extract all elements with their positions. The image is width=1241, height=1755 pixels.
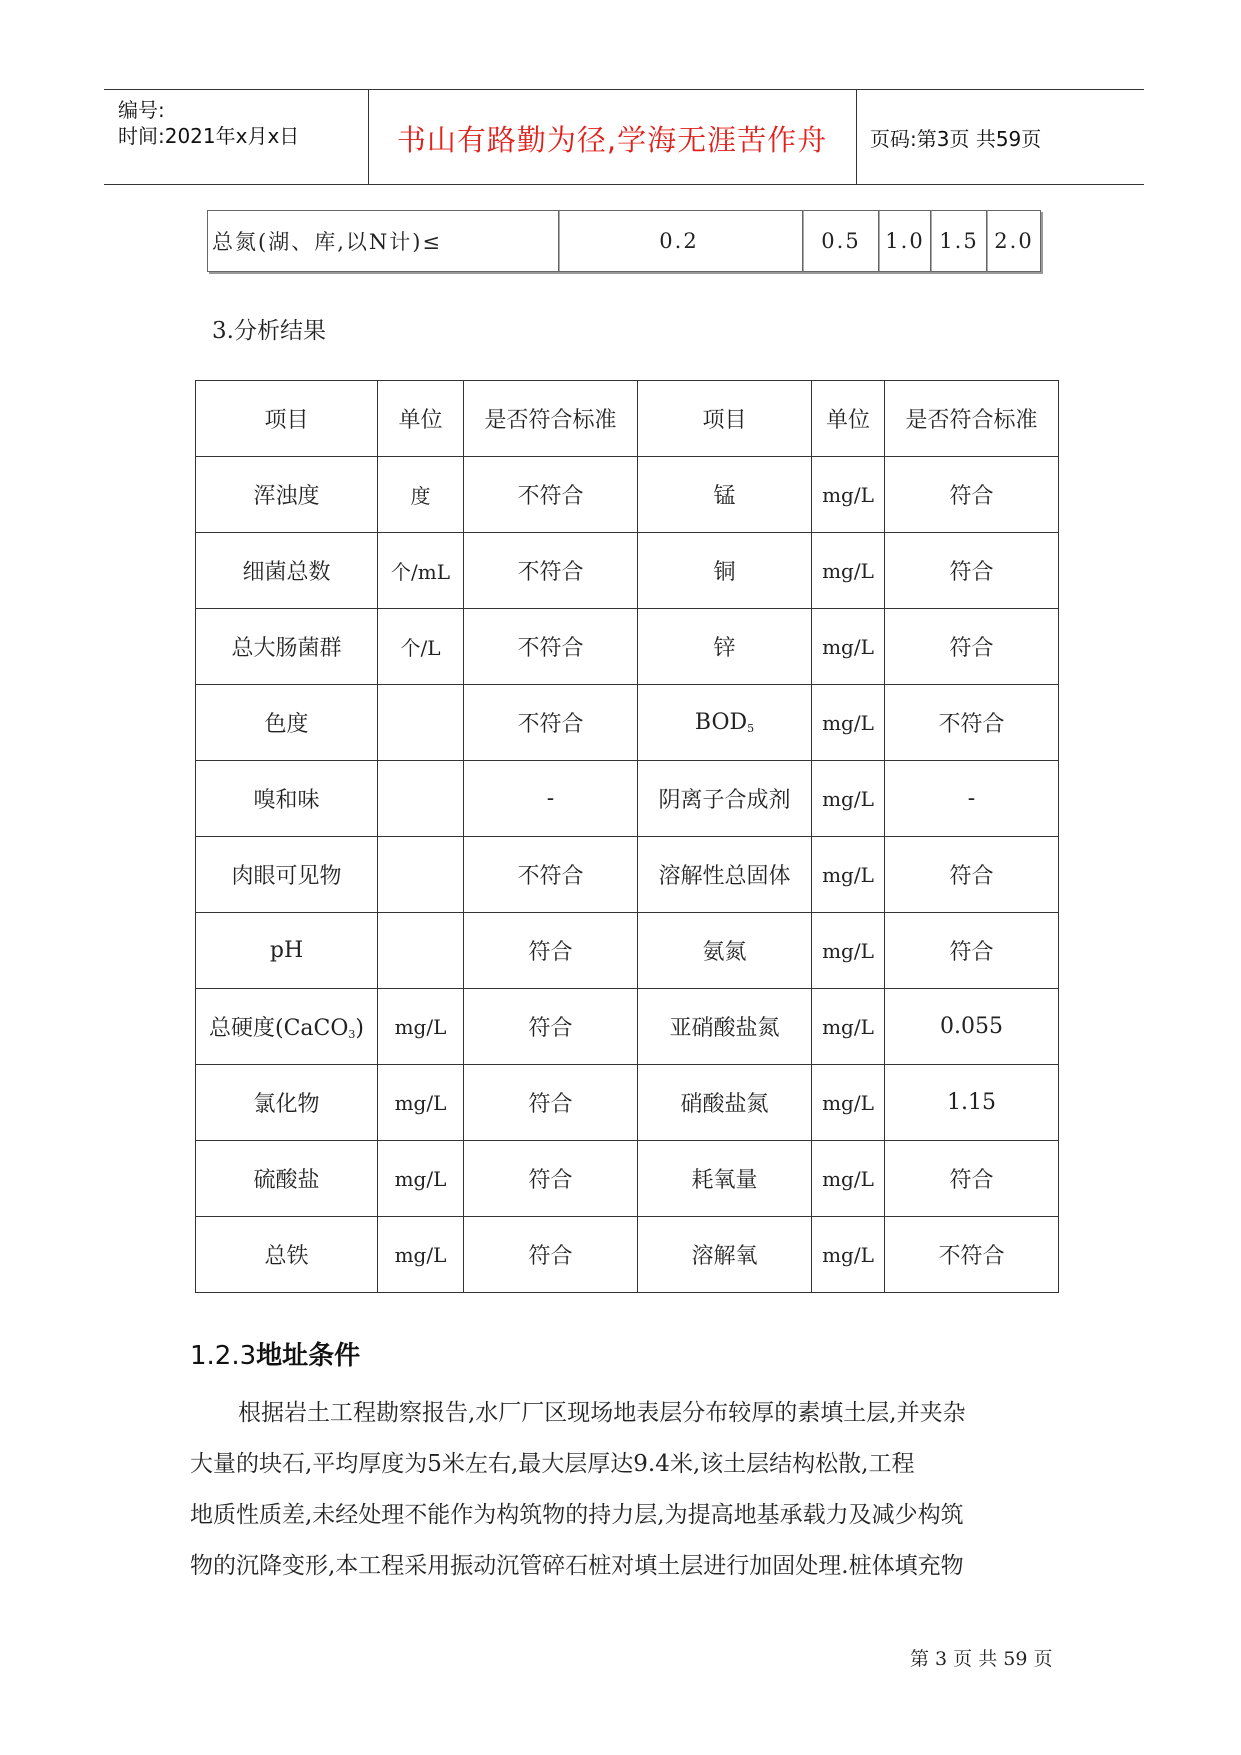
result-cell: 符合 [885,457,1059,533]
result-cell: 不符合 [464,457,638,533]
item-cell: 锌 [638,609,812,685]
result-cell: 符合 [885,913,1059,989]
item-cell: pH [196,913,378,989]
page-label: 页码:第3页 共59页 [870,127,1042,151]
item-cell: 色度 [196,685,378,761]
result-cell: 不符合 [464,685,638,761]
item-cell: 硫酸盐 [196,1141,378,1217]
fragment-value: 0.5 [804,211,879,271]
unit-cell: mg/L [378,1217,464,1293]
fragment-value: 0.2 [556,211,803,271]
item-cell: 氨氮 [638,913,812,989]
item-cell: 亚硝酸盐氮 [638,989,812,1065]
section-title: 地址条件 [256,1341,361,1371]
column-header: 是否符合标准 [885,381,1059,457]
unit-cell [378,761,464,837]
result-cell: 符合 [464,913,638,989]
item-cell: 细菌总数 [196,533,378,609]
unit-cell: mg/L [378,1065,464,1141]
result-cell: 符合 [885,533,1059,609]
fragment-value: 1.5 [932,211,987,271]
result-cell: 符合 [885,837,1059,913]
item-cell-bod [638,685,812,761]
item-cell: 铜 [638,533,812,609]
fragment-value: 2.0 [994,229,1034,253]
standards-table-fragment [207,210,1041,272]
hardness-label: 总硬度(CaCO [209,1016,349,1041]
unit-cell: mg/L [812,837,885,913]
section-heading [190,1335,360,1372]
table-header-row [196,381,1059,457]
table-row [196,989,1059,1065]
unit-cell: mg/L [812,989,885,1065]
unit-cell: mg/L [378,989,464,1065]
item-cell: 溶解氧 [638,1217,812,1293]
table-row [196,609,1059,685]
result-cell: 符合 [885,1141,1059,1217]
result-cell: 不符合 [885,1217,1059,1293]
fragment-item: 总氮(湖、库,以N计)≤ [208,211,559,271]
section-number: 1.2.3 [190,1341,257,1371]
unit-cell: mg/L [812,761,885,837]
result-cell: 符合 [464,1217,638,1293]
paragraph-line: 根据岩土工程勘察报告,水厂厂区现场地表层分布较厚的素填土层,并夹杂 [238,1400,966,1426]
fragment-value: 1.0 [880,211,931,271]
unit-cell [378,913,464,989]
number-label: 编号: [118,98,165,122]
page-header [104,89,1144,185]
table-row [196,761,1059,837]
table-row [196,1141,1059,1217]
unit-cell: mg/L [812,1217,885,1293]
item-cell: 溶解性总固体 [638,837,812,913]
result-cell: 符合 [464,1141,638,1217]
paragraph-line: 物的沉降变形,本工程采用振动沉管碎石桩对填土层进行加固处理.桩体填充物 [190,1553,964,1579]
table-row [196,913,1059,989]
unit-cell: mg/L [812,1065,885,1141]
result-cell: 符合 [464,989,638,1065]
analysis-subheading: 3.分析结果 [212,318,326,344]
hardness-close-paren: ) [355,1016,364,1041]
bod-label: BOD [694,710,748,735]
unit-cell: 个/mL [378,533,464,609]
result-cell: 0.055 [885,989,1059,1065]
result-cell: - [885,761,1059,837]
unit-cell: mg/L [378,1141,464,1217]
item-cell-hardness [196,989,378,1065]
item-cell: 浑浊度 [196,457,378,533]
result-cell: 不符合 [464,609,638,685]
column-header: 项目 [196,381,378,457]
header-right-cell [856,90,1144,184]
table-row [196,1217,1059,1293]
table-row [196,533,1059,609]
item-cell: 耗氧量 [638,1141,812,1217]
item-cell: 锰 [638,457,812,533]
result-cell: 不符合 [464,837,638,913]
item-cell: 硝酸盐氮 [638,1065,812,1141]
item-cell: 阴离子合成剂 [638,761,812,837]
column-header: 是否符合标准 [464,381,638,457]
page-footer: 第 3 页 共 59 页 [910,1648,1053,1670]
table-row [196,457,1059,533]
analysis-results-table [195,380,1059,1293]
unit-cell [378,837,464,913]
result-cell: 不符合 [885,685,1059,761]
table-row [196,1065,1059,1141]
caco-subscript: 3 [348,1028,356,1041]
item-cell: 总大肠菌群 [196,609,378,685]
unit-cell: mg/L [812,533,885,609]
body-paragraph [190,1388,1065,1592]
item-cell: 总铁 [196,1217,378,1293]
result-cell: - [464,761,638,837]
column-header: 项目 [638,381,812,457]
paragraph-line: 地质性质差,未经处理不能作为构筑物的持力层,为提高地基承载力及减少构筑 [190,1502,964,1528]
result-cell: 1.15 [885,1065,1059,1141]
unit-cell: 个/L [378,609,464,685]
result-cell: 符合 [464,1065,638,1141]
item-cell: 嗅和味 [196,761,378,837]
result-cell: 符合 [885,609,1059,685]
unit-cell: mg/L [812,1141,885,1217]
header-middle-cell [368,90,857,184]
table-row [196,685,1059,761]
result-cell: 不符合 [464,533,638,609]
unit-cell: mg/L [812,609,885,685]
item-cell: 肉眼可见物 [196,837,378,913]
unit-cell: 度 [378,457,464,533]
unit-cell [378,685,464,761]
column-header: 单位 [812,381,885,457]
column-header: 单位 [378,381,464,457]
header-motto: 书山有路勤为径,学海无涯苦作舟 [396,123,828,157]
unit-cell: mg/L [812,913,885,989]
table-row [196,837,1059,913]
unit-cell: mg/L [812,685,885,761]
header-left-cell [104,90,369,184]
paragraph-line: 大量的块石,平均厚度为5米左右,最大层厚达9.4米,该土层结构松散,工程 [190,1451,915,1477]
bod-subscript: 5 [747,722,755,735]
time-label: 时间:2021年x月x日 [118,124,300,148]
unit-cell: mg/L [812,457,885,533]
item-cell: 氯化物 [196,1065,378,1141]
